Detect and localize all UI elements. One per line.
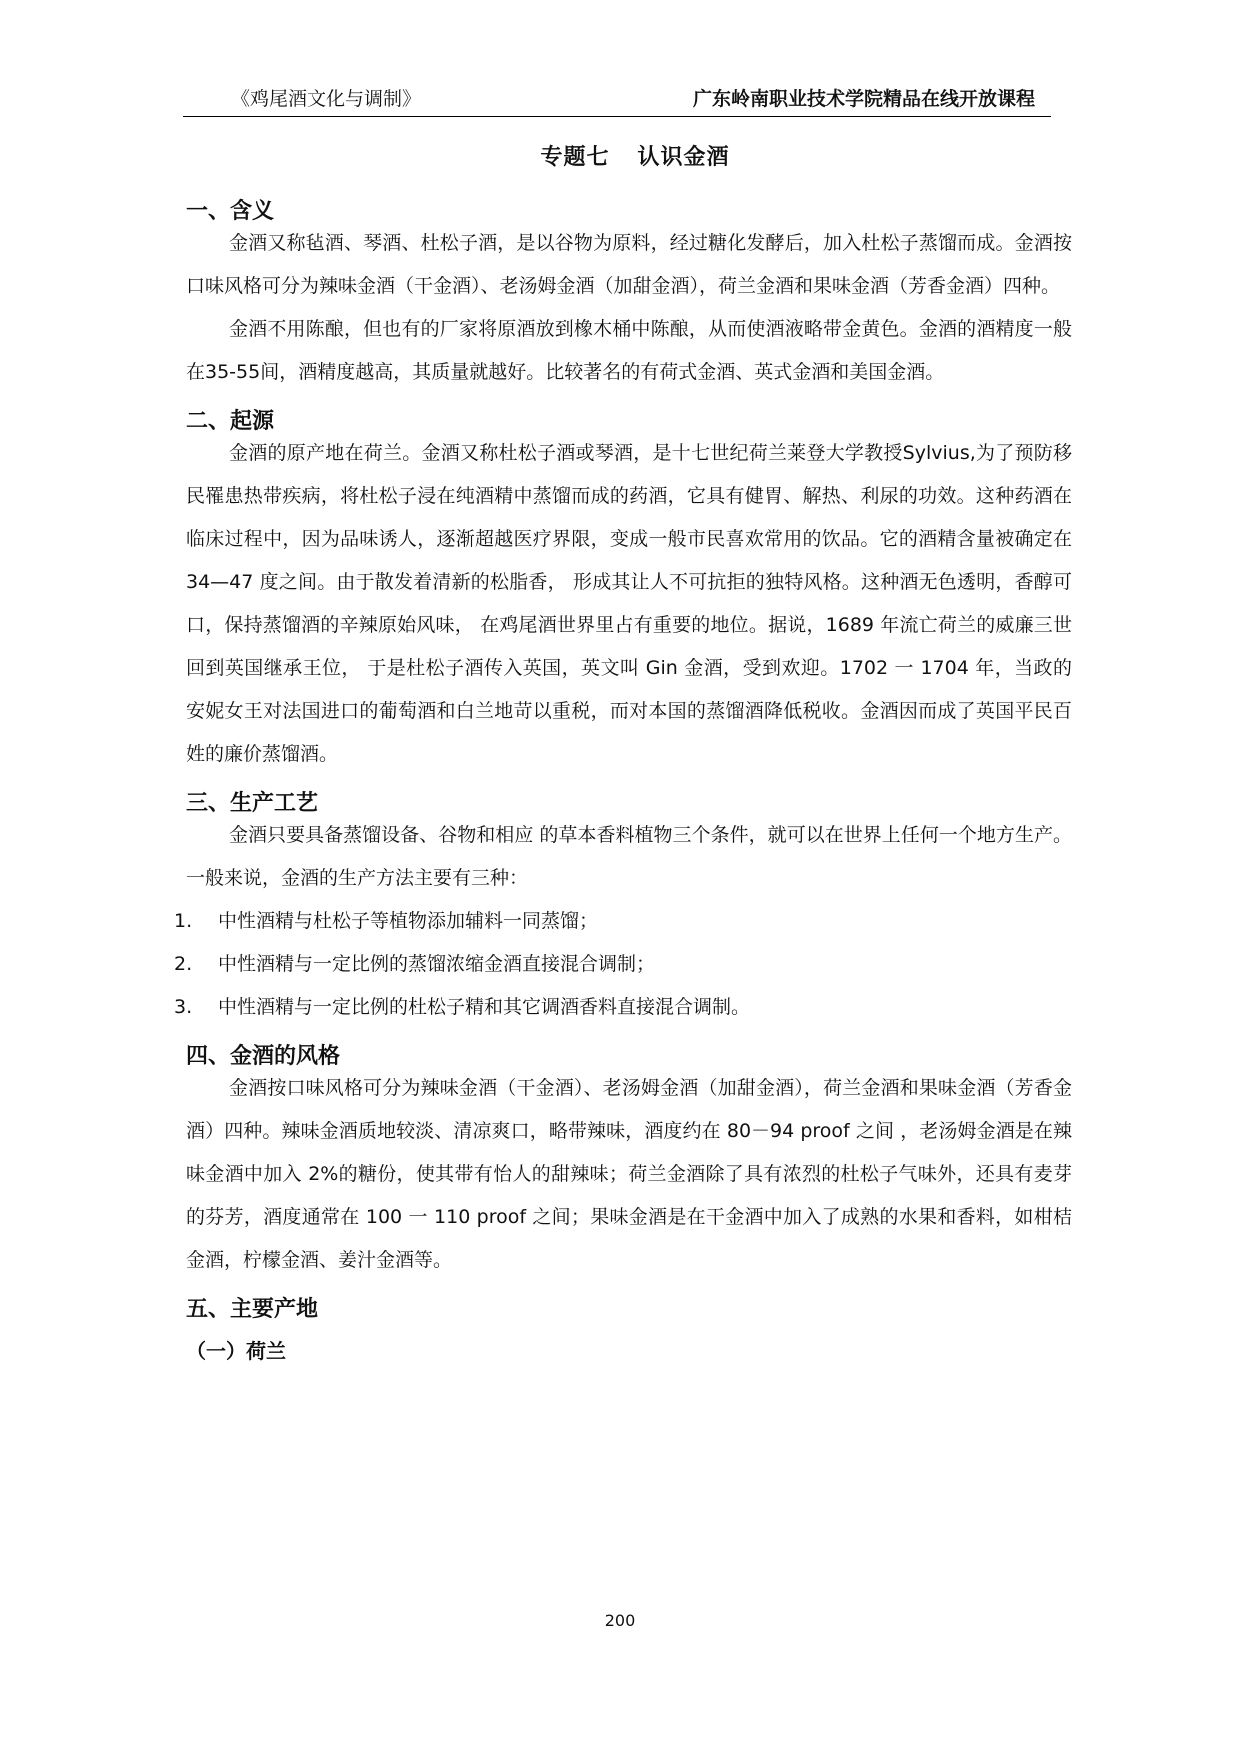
section-heading: 二、起源: [186, 409, 275, 434]
title-topic-number: 专题七: [540, 145, 610, 170]
list-item: [174, 900, 1072, 943]
document-body: [174, 140, 1072, 1371]
production-methods-list: [174, 900, 1072, 1029]
section-heading: 四、金酒的风格: [186, 1044, 341, 1069]
page-number: 200: [604, 1611, 636, 1630]
paragraph: 金酒按口味风格可分为辣味金酒（干金酒）、老汤姆金酒（加甜金酒），荷兰金酒和果味金酒（芳香金酒）四种。辣味金酒质地较淡、清凉爽口，略带辣味，酒度约在 80－94 proof 之间 ，老汤姆金酒是在辣味金酒中加入 2%的糖份，使其带有怡人的甜辣味；荷兰金酒除了具有浓烈的杜松子气味外，还具有麦芽的芬芳，酒度通常在 100 一 110 proof 之间；果味金酒是在干金酒中加入了成熟的水果和香料，如柑桔金酒，柠檬金酒、姜汁金酒等。: [186, 1077, 1072, 1271]
list-number: 3.: [174, 996, 193, 1018]
list-number: 1.: [174, 910, 193, 932]
list-text: 中性酒精与一定比例的杜松子精和其它调酒香料直接混合调制。: [218, 996, 751, 1018]
title-topic-name: 认识金酒: [637, 145, 730, 170]
header-course-title: 《鸡尾酒文化与调制》: [231, 88, 422, 110]
paragraph: 金酒又称毡酒、琴酒、杜松子酒，是以谷物为原料，经过糖化发酵后，加入杜松子蒸馏而成。金酒按口味风格可分为辣味金酒（干金酒）、老汤姆金酒（加甜金酒），荷兰金酒和果味金酒（芳香金酒）四种。: [186, 232, 1072, 297]
header-institution: 广东岭南职业技术学院精品在线开放课程: [692, 88, 1035, 110]
list-text: 中性酒精与杜松子等植物添加辅料一同蒸馏；: [218, 910, 599, 932]
page-title: [186, 140, 1072, 171]
paragraph: 金酒只要具备蒸馏设备、谷物和相应 的草本香料植物三个条件，就可以在世界上任何一个地方生产。一般来说，金酒的生产方法主要有三种：: [186, 824, 1072, 889]
section-styles: [186, 1042, 1072, 1282]
section-heading: 一、含义: [186, 199, 275, 224]
paragraph: 金酒的原产地在荷兰。金酒又称杜松子酒或琴酒，是十七世纪荷兰莱登大学教授Sylvius,为了预防移民罹患热带疾病，将杜松子浸在纯酒精中蒸馏而成的药酒，它具有健胃、解热、利尿的功效。这种药酒在临床过程中，因为品味诱人，逐渐超越医疗界限，变成一般市民喜欢常用的饮品。它的酒精含量被确定在 34—47 度之间。由于散发着清新的松脂香， 形成其让人不可抗拒的独特风格。这种酒无色透明，香醇可口，保持蒸馏酒的辛辣原始风味， 在鸡尾酒世界里占有重要的地位。据说，1689 年流亡荷兰的威廉三世回到英国继承王位， 于是杜松子酒传入英国，英文叫 Gin 金酒，受到欢迎。1702 一 1704 年，当政的安妮女王对法国进口的葡萄酒和白兰地苛以重税，而对本国的蒸馏酒降低税收。金酒因而成了英国平民百姓的廉价蒸馏酒。: [186, 442, 1072, 765]
section-production: [174, 789, 1072, 1029]
paragraph: 金酒不用陈酿，但也有的厂家将原酒放到橡木桶中陈酿，从而使酒液略带金黄色。金酒的酒精度一般在35-55间，酒精度越高，其质量就越好。比较著名的有荷式金酒、英式金酒和美国金酒。: [186, 318, 1072, 383]
list-number: 2.: [174, 953, 193, 975]
section-origin: [186, 407, 1072, 776]
subsection-heading: （一）荷兰: [186, 1339, 286, 1363]
section-heading: 三、生产工艺: [186, 791, 319, 816]
section-regions: [186, 1295, 1072, 1371]
section-heading: 五、主要产地: [186, 1297, 319, 1322]
section-meaning: [186, 197, 1072, 394]
list-text: 中性酒精与一定比例的蒸馏浓缩金酒直接混合调制；: [218, 953, 656, 975]
list-item: [174, 943, 1072, 986]
page-header: [183, 84, 1051, 117]
list-item: [174, 986, 1072, 1029]
